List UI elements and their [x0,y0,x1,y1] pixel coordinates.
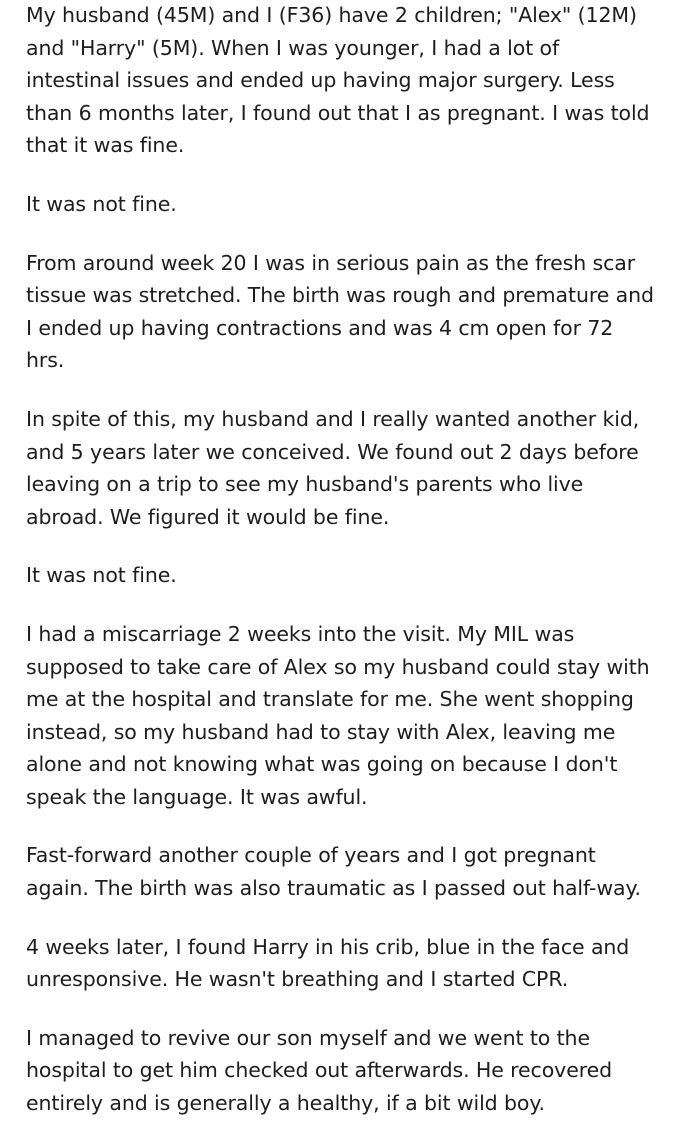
paragraph-second-conception [26,403,700,533]
paragraph-miscarriage [26,618,700,814]
text-line: I ended up having contractions and was 4 cm open for 72 [26,315,614,340]
text-line: I had a miscarriage 2 weeks into the visit. My MIL was [26,621,575,646]
text-line: hrs. [26,348,65,373]
text-line: me at the hospital and translate for me. She went shopping [26,687,634,712]
text-line: unresponsive. He wasn't breathing and I started CPR. [26,967,569,992]
text-line: speak the language. It was awful. [26,784,368,809]
paragraph-spacer [26,592,700,618]
paragraph-spacer [26,533,700,559]
text-line: Fast-forward another couple of years and I got pregnant [26,843,596,868]
paragraph-spacer [26,813,700,839]
text-line: From around week 20 I was in serious pain as the fresh scar [26,250,636,275]
text-line: My husband (45M) and I (F36) have 2 children; "Alex" (12M) [26,3,637,27]
text-line: hospital to get him checked out afterwards. He recovered [26,1058,613,1083]
text-line: alone and not knowing what was going on because I don't [26,752,618,777]
text-line: abroad. We figured it would be fine. [26,504,390,529]
text-line: and "Harry" (5M). When I was younger, I had a lot of [26,35,560,60]
text-line: entirely and is generally a healthy, if a bit wild boy. [26,1091,545,1116]
paragraph-third-pregnancy [26,839,700,904]
paragraph-not-fine-1 [26,188,700,221]
text-line: It was not fine. [26,563,177,588]
paragraph-crib-incident [26,931,700,996]
text-line: supposed to take care of Alex so my husband could stay with [26,654,650,679]
paragraph-spacer [26,221,700,247]
text-line: leaving on a trip to see my husband's parents who live [26,472,584,497]
text-line: and 5 years later we conceived. We found out 2 days before [26,439,639,464]
text-line: It was not fine. [26,191,177,216]
paragraph-spacer [26,996,700,1022]
paragraph-not-fine-2 [26,559,700,592]
text-line: I managed to revive our son myself and we went to the [26,1025,590,1050]
paragraph-family-background [26,0,700,162]
text-line: than 6 months later, I found out that I as pregnant. I was told [26,100,650,125]
paragraph-first-pregnancy [26,247,700,377]
text-line: In spite of this, my husband and I really wanted another kid, [26,406,640,431]
text-line: again. The birth was also traumatic as I passed out half-way. [26,876,641,901]
paragraph-spacer [26,377,700,403]
paragraph-recovery [26,1022,700,1120]
paragraph-spacer [26,162,700,188]
text-line: that it was fine. [26,133,185,158]
text-line: instead, so my husband had to stay with Alex, leaving me [26,719,616,744]
text-line: intestinal issues and ended up having major surgery. Less [26,68,615,93]
text-line: tissue was stretched. The birth was rough and premature and [26,283,654,308]
text-line: 4 weeks later, I found Harry in his crib, blue in the face and [26,934,630,959]
paragraph-spacer [26,905,700,931]
